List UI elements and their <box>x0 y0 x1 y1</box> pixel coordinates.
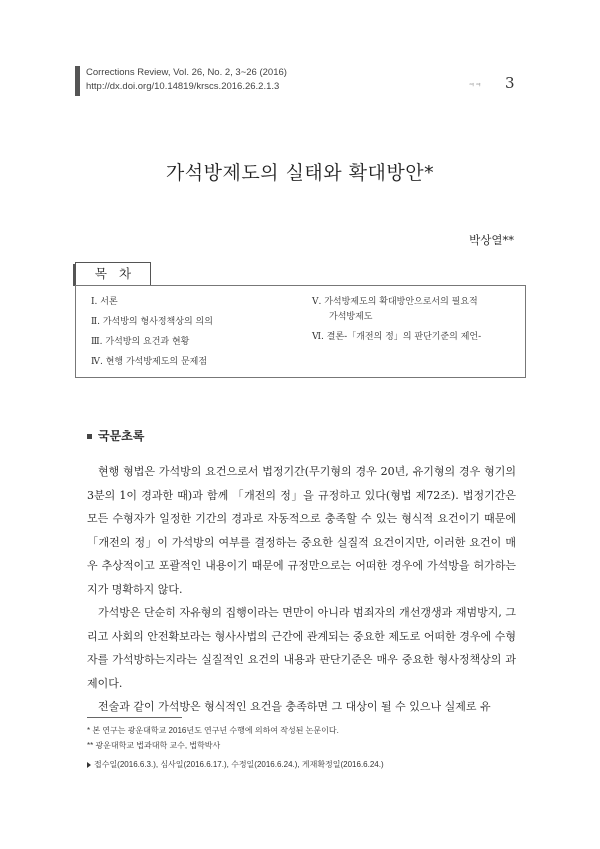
footnote-3 <box>87 759 384 770</box>
toc-left-column <box>91 292 213 372</box>
abstract-heading-text: 국문초록 <box>98 429 145 443</box>
toc-item-6: Ⅵ. 결론-「개전의 정」의 판단기준의 제언- <box>312 332 482 342</box>
page-mark: ㅋㅋ <box>468 82 482 89</box>
toc-item-4: Ⅳ. 현행 가석방제도의 문제점 <box>91 357 208 367</box>
toc-item-5: Ⅴ. 가석방제도의 확대방안으로서의 필요적 <box>312 297 478 307</box>
toc-item-2: Ⅱ. 가석방의 형사정책상의 의의 <box>91 317 213 327</box>
abstract-paragraph-1: 현행 형법은 가석방의 요건으로서 법정기간(무기형의 경우 20년, 유기형의 경우 형기의 3분의 1이 경과한 때)과 함께 「개전의 정」을 규정하고 있다(형법 제72조). 법정기간은 모든 수형자가 일정한 기간의 경과로 자동적으로 충족할 수 있는 형식적 요건이기 때문에 「개전의 정」이 가석방의 여부를 결정하는 중요한 실질적 요건이지만, 이러한 요건이 매우 추상적이고 포괄적인 내용이기 때문에 규정만으로는 어떠한 경우에 가석방을 허가하는지가 명확하지 않다. <box>87 465 516 596</box>
page-number: 3 <box>505 74 515 92</box>
square-bullet-icon <box>87 434 92 439</box>
toc-label: 목차 <box>94 266 144 281</box>
toc-item-5-continued: 가석방제도 <box>329 312 373 322</box>
footnote-2: ** 광운대학교 법과대학 교수, 법학박사 <box>87 741 221 750</box>
toc-right-column <box>312 292 481 347</box>
article-author: 박상열** <box>469 233 514 247</box>
journal-header <box>86 66 287 94</box>
doi-link[interactable]: http://dx.doi.org/10.14819/krscs.2016.26.2.1.3 <box>86 81 280 92</box>
toc-item-1: Ⅰ. 서론 <box>91 297 118 307</box>
triangle-bullet-icon <box>87 762 91 768</box>
toc-item-3: Ⅲ. 가석방의 요건과 현황 <box>91 337 190 347</box>
journal-citation: Corrections Review, Vol. 26, No. 2, 3~26 (2016) <box>86 67 287 78</box>
abstract-paragraph-3: 전술과 같이 가석방은 형식적인 요건을 충족하면 그 대상이 될 수 있으나 실제로 유 <box>98 700 491 713</box>
footnote-1: * 본 연구는 광운대학교 2016년도 연구년 수행에 의하여 작성된 논문이다. <box>87 726 339 735</box>
footnote-divider <box>87 717 182 718</box>
abstract-body <box>87 460 516 719</box>
footnote-3-text: 접수일(2016.6.3.), 심사일(2016.6.17.), 수정일(2016.6.24.), 게재확정일(2016.6.24.) <box>94 760 384 769</box>
abstract-paragraph-2: 가석방은 단순히 자유형의 집행이라는 면만이 아니라 범죄자의 개선갱생과 재범방지, 그리고 사회의 안전확보라는 형사사법의 근간에 관계되는 중요한 제도로 어떠한 경우에 수형자를 가석방하는지라는 실질적인 요건의 내용과 판단기준은 매우 중요한 형사정책상의 과제이다. <box>87 606 516 690</box>
header-accent-bar <box>75 66 80 96</box>
article-title: 가석방제도의 실태와 확대방안* <box>165 162 435 184</box>
abstract-heading <box>87 427 144 444</box>
toc-tab <box>75 262 151 286</box>
